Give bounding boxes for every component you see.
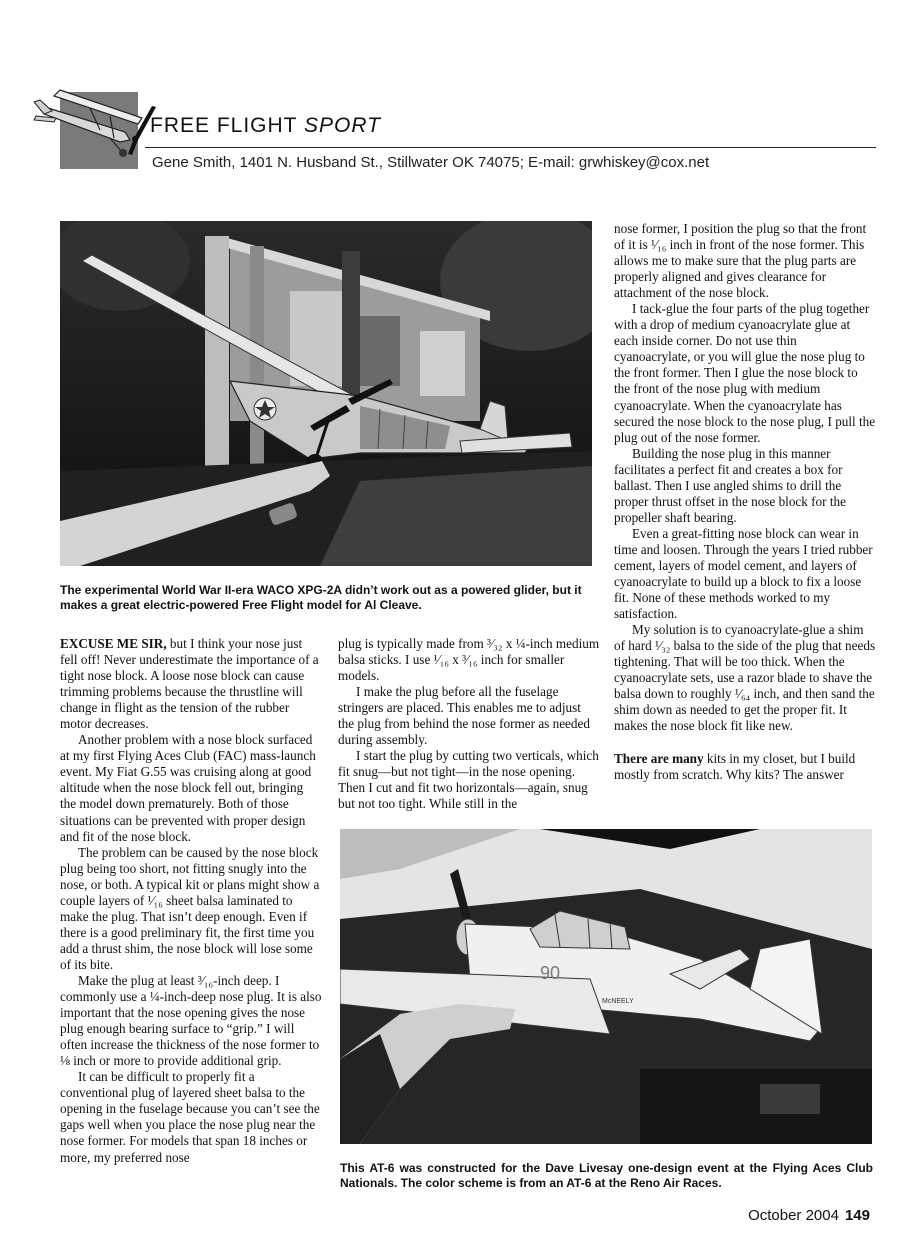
article-column-1 bbox=[60, 636, 322, 1166]
page-footer bbox=[748, 1207, 870, 1224]
at6-fuselage-number: 90 bbox=[540, 963, 561, 983]
lead-in: There are many bbox=[614, 750, 704, 766]
lead-in: EXCUSE ME SIR, bbox=[60, 636, 167, 651]
paragraph: I make the plug before all the fuselage stringers are placed. This enables me to adjust the plug from behind the nose former as needed during assembly. bbox=[338, 684, 590, 748]
section-title-main: FREE FLIGHT bbox=[150, 114, 298, 137]
at6-name-marking: McNEELY bbox=[602, 998, 634, 1005]
paragraph bbox=[614, 751, 876, 783]
section-title bbox=[150, 114, 381, 138]
header-rule bbox=[145, 147, 876, 148]
paragraph-text: kits in my closet, but I build mostly from scratch. Why kits? The answer bbox=[614, 750, 856, 782]
paragraph: I tack-glue the four parts of the plug together with a drop of medium cyanoacrylate glue at each inside corner. Do not use thin cyanoacrylate, or you will glue the nose plug to the front former. Then I glue the nose block to the front of the nose plug with medium cyanoacrylate. When the cyanoacrylate has secured the nose block to the nose plug, I pull the plug out of the nose former. bbox=[614, 301, 876, 445]
paragraph bbox=[60, 636, 322, 732]
paragraph: My solution is to cyanoacrylate-glue a shim of hard ¹⁄₃₂ balsa to the side of the plug that needs tightening. That will be too thick. When the cyanoacrylate sets, use a razor blade to shave the balsa down to roughly ¹⁄₆₄ inch, and then sand the shim down as needed to get the proper fit. It makes the nose block fit like new. bbox=[614, 622, 876, 734]
author-byline: Gene Smith, 1401 N. Husband St., Stillwater OK 74075; E-mail: grwhiskey@cox.net bbox=[152, 154, 710, 171]
paragraph-text: but I think your nose just fell off! Never underestimate the importance of a tight nose block. A loose nose block can cause trimming problems because the thrustline will change in flight as the tension of the rubber motor decreases. bbox=[60, 636, 319, 732]
airplane-logo-icon bbox=[30, 80, 165, 160]
article-column-2 bbox=[338, 636, 600, 813]
section-title-italic: SPORT bbox=[303, 114, 381, 137]
paragraph: Even a great-fitting nose block can wear in time and loosen. Through the years I tried rubber cement, layers of model cement, and layers of cyanoacrylate to build up a block to fix a loose fit. None of these methods worked to my satisfaction. bbox=[614, 525, 873, 622]
paragraph: I start the plug by cutting two verticals, which fit snug—but not tight—in the nose opening. Then I cut and fit two horizontals—again, snug but not too tight. While still in the bbox=[338, 748, 599, 812]
issue-date: October 2004 bbox=[748, 1207, 839, 1224]
paragraph: Building the nose plug in this manner facilitates a perfect fit and creates a box for ballast. Then I use angled shims to drill the proper thrust offset in the nose block for the propeller shaft bearing. bbox=[614, 445, 846, 525]
paragraph: plug is typically made from ³⁄₃₂ x ¼-inch medium balsa sticks. I use ¹⁄₁₆ x ³⁄₁₆ inch for smaller models. bbox=[338, 636, 600, 684]
paragraph: nose former, I position the plug so that the front of it is ¹⁄₁₆ inch in front of the nose former. This allows me to make sure that the plug parts are properly aligned and gives clearance for attachment of the nose block. bbox=[614, 221, 867, 301]
paragraph: The problem can be caused by the nose block plug being too short, not fitting snugly into the nose, or both. A typical kit or plans might show a couple layers of ¹⁄₁₆ sheet balsa laminated to make the plug. That isn’t deep enough. Even if there is a good preliminary fit, the first time you add a thrust shim, the nose block will lose some of its bite. bbox=[60, 844, 320, 972]
at6-model-photo bbox=[340, 829, 872, 1144]
waco-model-photo bbox=[60, 221, 592, 566]
photo-caption-bottom: This AT-6 was constructed for the Dave Livesay one-design event at the Flying Aces Club Nationals. The color scheme is from an AT-6 at the Reno Air Races. bbox=[340, 1161, 873, 1190]
photo-caption-top: The experimental World War II-era WACO XPG-2A didn’t work out as a powered glider, but it makes a great electric-powered Free Flight model for Al Cleave. bbox=[60, 583, 582, 612]
page-number: 149 bbox=[844, 1207, 870, 1224]
paragraph: Make the plug at least ³⁄₁₆-inch deep. I commonly use a ¼-inch-deep nose plug. It is also important that the nose opening gives the nose plug enough bearing surface to “grip.” I will often increase the thickness of the nose former to ⅛ inch or more to provide additional grip. bbox=[60, 972, 322, 1069]
article-column-3 bbox=[614, 221, 876, 783]
paragraph: Another problem with a nose block surfaced at my first Flying Aces Club (FAC) mass-launch event. My Fiat G.55 was cruising along at good altitude when the nose block fell out, bringing the model down prematurely. Both of those situations can be prevented with proper design and fit of the nose block. bbox=[60, 732, 316, 844]
paragraph: It can be difficult to properly fit a conventional plug of layered sheet balsa to the opening in the fuselage because you can’t see the gaps well when you place the nose plug near the nose former. For models that span 18 inches or more, my preferred nose bbox=[60, 1069, 320, 1165]
